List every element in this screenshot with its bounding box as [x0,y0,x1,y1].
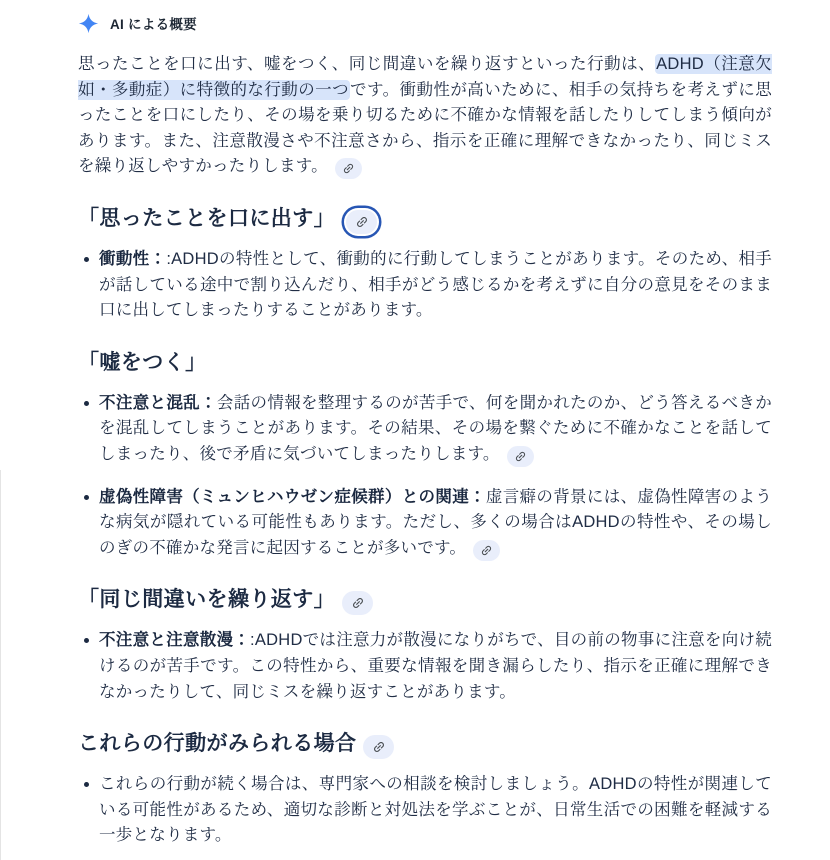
citation-link-button[interactable] [363,735,394,759]
link-icon [339,160,357,178]
link-icon [352,212,372,232]
list-item-text: 虚言癖の背景には、虚偽性障害のような病気が隠れている可能性もあります。ただし、多くの場合はADHDの特性や、その場しのぎの不確かな発言に起因することが多いです。 [99,487,772,557]
bullet-list [78,772,772,849]
list-item [78,485,772,562]
section-heading-text: 「思ったことを口に出す」 [78,206,336,230]
sections-container [78,203,772,849]
list-item-label: 衝動性： [99,249,167,268]
bullet-list [78,628,772,705]
citation-link-button[interactable] [335,158,362,179]
list-item-label: 不注意と注意散漫： [99,631,251,650]
intro-text-post: です。衝動性が高いために、相手の気持ちを考えずに思ったことを口にしたり、その場を乗り切るために不確かな情報を話したりしてしまう傾向があります。また、注意散漫さや不注意さから、指示を正確に理解できなかったり、同じミスを繰り返しやすかったりします。 [78,80,772,176]
list-item [78,772,772,849]
section-heading-text: 「嘘をつく」 [78,350,207,374]
list-item [78,391,772,468]
intro-text-pre: 思ったことを口に出す、嘘をつく、同じ間違いを繰り返すといった行動は、 [78,55,656,73]
ai-overview-header [78,12,772,34]
section-heading [78,728,772,759]
link-icon [477,541,495,559]
section-heading-text: これらの行動がみられる場合 [78,732,357,756]
list-item [78,628,772,705]
list-item-text: :ADHDの特性として、衝動的に行動してしまうことがあります。そのため、相手が話している途中で割り込んだり、相手がどう感じるかを考えずに自分の意見をそのまま口に出してしまったりすることがあります。 [99,249,772,320]
ai-overview-title: AI による概要 [110,17,197,32]
citation-link-button[interactable] [342,591,373,615]
list-item-label: 不注意と混乱： [99,393,217,412]
link-icon [348,593,368,613]
citation-link-button[interactable] [473,540,500,561]
link-icon [511,447,529,465]
bullet-list [78,247,772,324]
list-item [78,247,772,324]
link-icon [369,737,389,757]
section-heading-text: 「同じ間違いを繰り返す」 [78,588,336,612]
bullet-list [78,391,772,562]
section-heading [78,584,772,615]
list-item-label: 虚偽性障害（ミュンヒハウゼン症候群）との関連： [99,487,486,506]
left-edge-divider [0,470,1,860]
citation-link-button[interactable] [346,210,377,234]
list-item-text: 会話の情報を整理するのが苦手で、何を聞かれたのか、どう答えるべきかを混乱してしまうことがあります。その結果、その場を繋ぐために不確かなことを話してしまったり、後で矛盾に気づいてしまったりします。 [99,393,773,463]
list-item-text: :ADHDでは注意力が散漫になりがちで、目の前の物事に注意を向け続けるのが苦手です。この特性から、重要な情報を聞き漏らしたり、指示を正確に理解できなかったりして、同じミスを繰り返すことがあります。 [99,631,773,701]
list-item-text: これらの行動が続く場合は、専門家への相談を検討しましょう。ADHDの特性が関連している可能性があるため、適切な診断と対処法を学ぶことが、日常生活での困難を軽減する一歩となります。 [99,775,772,845]
section-heading [78,203,772,234]
gemini-sparkle-icon [78,13,99,34]
intro-highlight: ADHD（注意欠如・多動症）に特徴的な行動の一つ [78,55,773,99]
ai-overview-content [78,0,772,860]
intro-paragraph [78,52,772,180]
citation-link-button[interactable] [507,446,534,467]
section-heading [78,347,772,378]
